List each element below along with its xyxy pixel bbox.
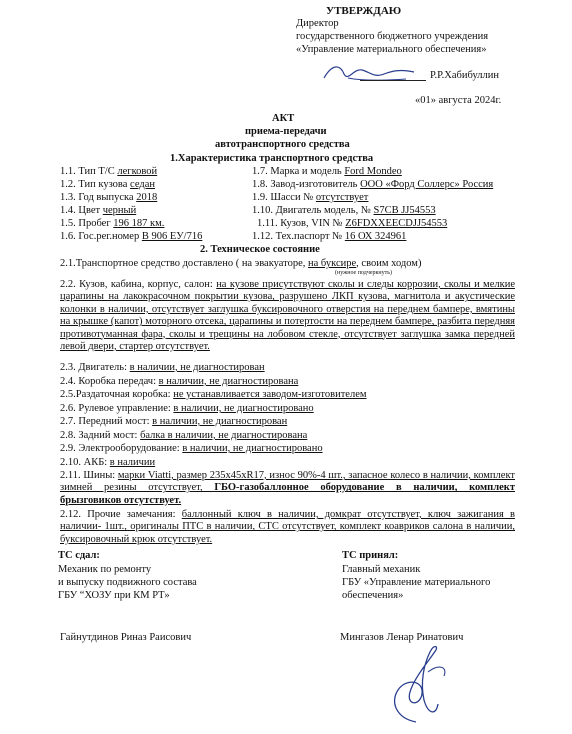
item-2-5: 2.5.Раздаточная коробка: не устанавливается заводом-изготовителем bbox=[60, 389, 367, 400]
handover-giver-position: Механик по ремонту bbox=[58, 564, 152, 575]
item-2-1-note: (нужное подчеркнуть) bbox=[335, 270, 392, 276]
field-engine: 1.10. Двигатель модель, № S7CB JJ54553 bbox=[252, 205, 436, 216]
director-signature bbox=[318, 60, 428, 86]
approval-heading: УТВЕРЖДАЮ bbox=[326, 5, 402, 17]
field-manufacturer: 1.8. Завод-изготовитель ООО «Форд Соллерс» Россия bbox=[252, 179, 494, 190]
handover-receiver-heading: ТС принял: bbox=[342, 550, 399, 561]
field-vin: 1.11. Кузов, VIN № Z6FDXXEECDJJ54553 bbox=[257, 218, 448, 229]
item-2-11: 2.11. Шины: марки Viatti, размер 235х45хR17, износ 90%-4 шт., запасное колесо в наличии, комплект зимней резины отсутствует, ГБО-газобаллонное оборудование в наличии, комплект брызговиков отсутствует. bbox=[60, 470, 515, 506]
handover-receiver-position: Главный механик bbox=[342, 564, 421, 575]
approval-organization-name: «Управление материального обеспечения» bbox=[296, 44, 487, 55]
item-2-1: 2.1.Транспортное средство доставлено ( на эвакуаторе, на буксире, своим ходом) bbox=[60, 258, 422, 269]
item-2-10: 2.10. АКБ: в наличии bbox=[60, 457, 156, 468]
handover-receiver-organization-2: обеспечения» bbox=[342, 590, 404, 601]
handover-giver-name: Гайнутдинов Риназ Раисович bbox=[60, 632, 192, 643]
section2-heading: 2. Техническое состояние bbox=[200, 244, 320, 255]
approval-organization: государственного бюджетного учреждения bbox=[296, 31, 489, 42]
item-2-6: 2.6. Рулевое управление: в наличии, не диагностировано bbox=[60, 403, 314, 414]
field-tech-passport: 1.12. Тех.паспорт № 16 ОХ 324961 bbox=[252, 231, 407, 242]
handover-giver-position-2: и выпуску подвижного состава bbox=[58, 577, 197, 588]
item-2-7: 2.7. Передний мост: в наличии, не диагностирован bbox=[60, 416, 288, 427]
approval-position: Директор bbox=[296, 18, 339, 29]
handover-giver-organization: ГБУ “ХОЗУ при КМ РТ» bbox=[58, 590, 170, 601]
item-2-4: 2.4. Коробка передач: в наличии, не диагностирована bbox=[60, 376, 299, 387]
field-year: 1.3. Год выпуска 2018 bbox=[60, 192, 158, 203]
field-reg-number: 1.6. Гос.рег.номер В 906 ЕУ/716 bbox=[60, 231, 203, 242]
item-2-2: 2.2. Кузов, кабина, корпус, салон: на кузове присутствуют сколы и следы коррозии, сколы и мелкие царапины на лакокрасочном покрытии кузова, разрушено ЛКП кузова, магнитола и акустические колонки в наличии, отсутствует заглушка буксировочного отверстия на переднем бампере, вмятины на крышке (капот) моторного отсека, царапины и потертости на переднем бампере, разбита передняя противотуманная фара, сколы и трещины на лобовом стекле, отсутствует заглушка замка передней левой двери, стартер отсутствует. bbox=[60, 279, 515, 352]
field-make-model: 1.7. Марка и модель Ford Mondeo bbox=[252, 166, 402, 177]
director-signature-line bbox=[360, 80, 426, 81]
field-color: 1.4. Цвет черный bbox=[60, 205, 137, 216]
item-2-3: 2.3. Двигатель: в наличии, не диагностирован bbox=[60, 362, 265, 373]
doc-title-line3: автотранспортного средства bbox=[215, 139, 350, 150]
section1-heading: 1.Характеристика транспортного средства bbox=[170, 153, 374, 164]
item-2-12: 2.12. Прочие замечания: баллонный ключ в наличии, домкрат отсутствует, ключ зажигания в наличии- 1шт., оригиналы ПТС в наличии, СТС отсутствует, комплект коавриков салона в наличии, буксировочный крюк отсутствует. bbox=[60, 509, 515, 545]
approval-date: «01» августа 2024г. bbox=[415, 95, 502, 106]
director-name: Р.Р.Хабибуллин bbox=[430, 70, 499, 81]
doc-title: АКТ bbox=[272, 113, 295, 124]
receiver-signature bbox=[376, 642, 466, 730]
field-vehicle-type: 1.1. Тип Т/С легковой bbox=[60, 166, 158, 177]
doc-title-line2: приема-передачи bbox=[245, 126, 327, 137]
field-chassis: 1.9. Шасси № отсутствует bbox=[252, 192, 369, 203]
field-mileage: 1.5. Пробег 196 187 км. bbox=[60, 218, 165, 229]
item-2-8: 2.8. Задний мост: балка в наличии, не диагностирована bbox=[60, 430, 308, 441]
handover-receiver-organization: ГБУ «Управление материального bbox=[342, 577, 491, 588]
handover-giver-heading: ТС сдал: bbox=[58, 550, 100, 561]
field-body-type: 1.2. Тип кузова седан bbox=[60, 179, 155, 190]
handover-receiver-name: Мингазов Ленар Ринатович bbox=[340, 632, 464, 643]
item-2-9: 2.9. Электрооборудование: в наличии, не диагностировано bbox=[60, 443, 323, 454]
